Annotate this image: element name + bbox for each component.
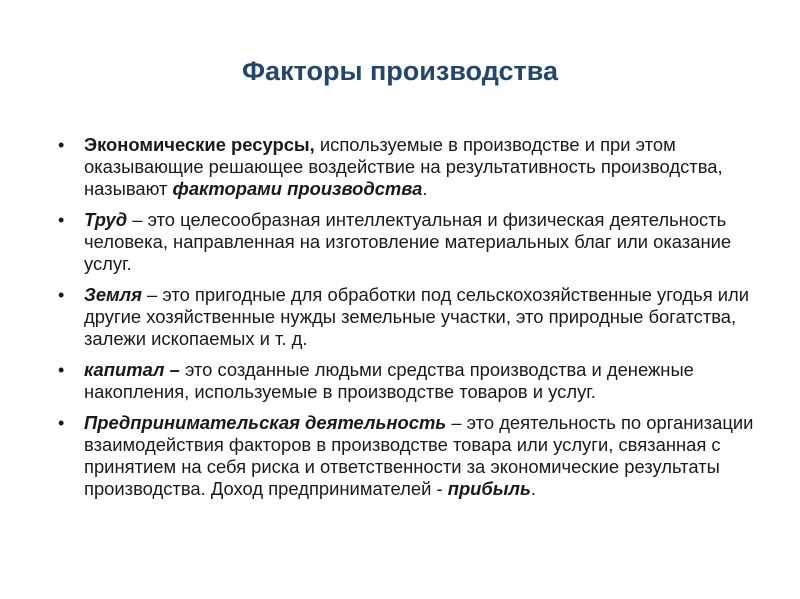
term-label: Земля [84, 284, 142, 305]
list-item [58, 134, 768, 200]
term-label: капитал – [84, 359, 180, 380]
item-text: – это деятельность по организации взаимодействия факторов в производстве товара или услуги, связанная с принятием на себя риска и ответственности за экономические результаты производства. Доход предпринимателей - [84, 412, 754, 499]
bullet-icon: • [58, 413, 65, 433]
slide-title: Факторы производства [242, 56, 558, 86]
item-text: это созданные людьми средства производства и денежные накопления, используемые в производстве товаров и услуг. [84, 359, 694, 402]
item-end: . [530, 478, 536, 499]
term-label: Экономические ресурсы, [84, 134, 315, 155]
bullet-list [58, 134, 768, 509]
list-item [58, 209, 768, 275]
term-label: Предпринимательская деятельность [84, 412, 447, 433]
item-text: – это пригодные для обработки под сельскохозяйственные угодья или другие хозяйственные нужды земельные участки, это природные богатства, залежи ископаемых и т. д. [84, 284, 750, 349]
term-emphasis: прибыль [447, 478, 531, 499]
term-emphasis: факторами производства [172, 178, 423, 199]
item-text: используемые в производстве и при этом оказывающие решающее воздействие на результативность производства, называют [84, 134, 723, 199]
list-item [58, 412, 768, 500]
item-text: – это целесообразная интеллектуальная и физическая деятельность человека, направленная на изготовление материальных благ или оказание услуг. [84, 209, 732, 274]
term-label: Труд [84, 209, 128, 230]
bullet-icon: • [58, 360, 65, 380]
item-end: . [422, 178, 428, 199]
bullet-icon: • [58, 210, 65, 230]
bullet-icon: • [58, 135, 65, 155]
bullet-icon: • [58, 285, 65, 305]
list-item [58, 284, 768, 350]
list-item [58, 359, 768, 403]
